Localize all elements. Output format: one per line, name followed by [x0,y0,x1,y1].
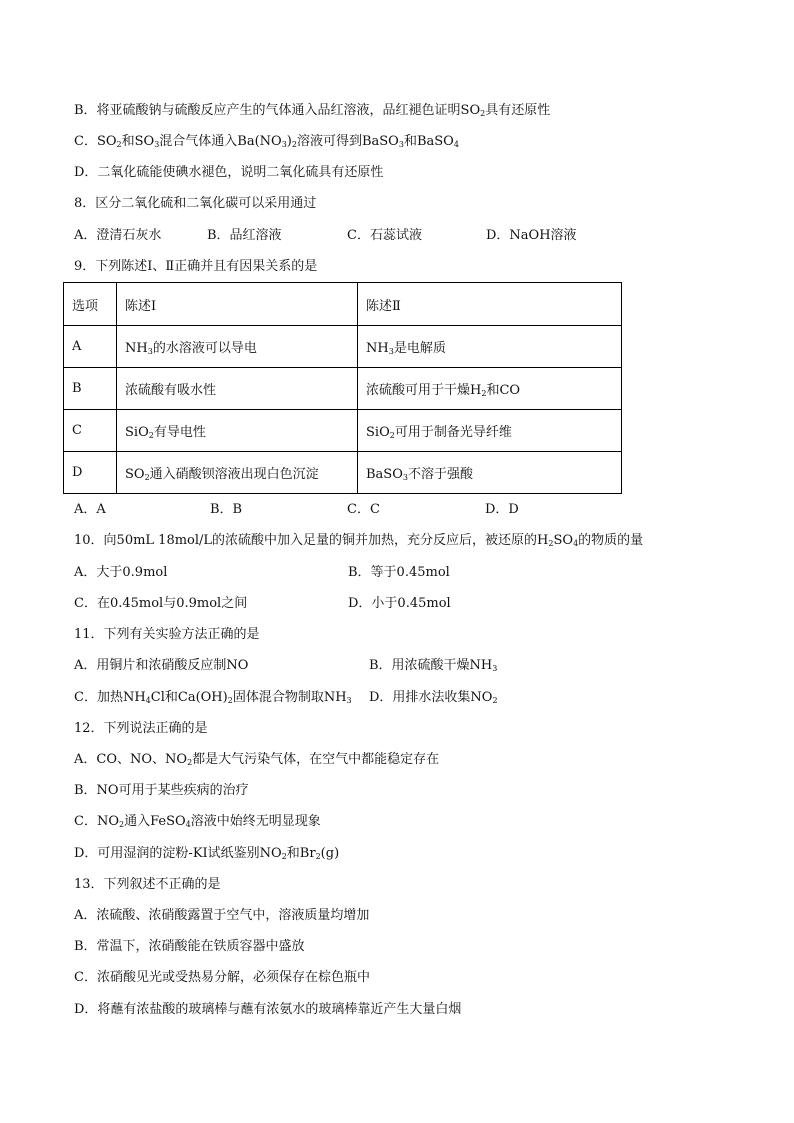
q13-option-a: A．浓硫酸、浓硝酸露置于空气中，溶液质量均增加 [74,908,370,923]
q11-stem: 11．下列有关实验方法正确的是 [74,627,260,642]
row-statement-1: SiO$_2$有导电性 [117,410,358,452]
q8-option-c: C．石蕊试液 [347,228,422,243]
q10-option-b: B．等于0.45mol [348,565,450,580]
q10-option-c: C．在0.45mol与0.9mol之间 [74,596,248,611]
q11-option-c: C．加热$NH_4Cl$和$Ca(OH)_2$固体混合物制取$NH_3$ [74,690,352,705]
q12-stem: 12．下列说法正确的是 [74,721,208,736]
q9-option-a: A．A [74,502,106,517]
q13-option-c: C．浓硝酸见光或受热易分解，必须保存在棕色瓶中 [74,970,370,985]
table-row [64,368,622,410]
row-statement-2: SiO$_2$可用于制备光导纤维 [358,410,622,452]
table-row [64,326,622,368]
row-option: B [64,368,117,410]
q8-option-d: D．NaOH溶液 [486,228,577,243]
q10-option-a: A．大于0.9mol [74,565,168,580]
q13-option-d: D．将蘸有浓盐酸的玻璃棒与蘸有浓氨水的玻璃棒靠近产生大量白烟 [74,1002,462,1017]
q10-stem: 10．向50mL 18mol/L的浓硫酸中加入足量的铜并加热，充分反应后，被还原的$H_2SO_4$的物质的量 [74,533,644,548]
q9-option-b: B．B [210,502,243,517]
q9-option-d: D．D [485,502,519,517]
row-option: D [64,452,117,494]
row-statement-2: $NH_3$是电解质 [358,326,622,368]
q12-option-c: C．$NO_2$通入FeSO$_4$溶液中始终无明显现象 [74,814,321,829]
row-statement-2: 浓硫酸可用于干燥$H_2$和CO [358,368,622,410]
q11-option-d: D．用排水法收集$NO_2$ [369,690,498,705]
q12-option-a: A．CO、NO、$NO_2$都是大气污染气体，在空气中都能稳定存在 [74,752,440,767]
q9-option-c: C．C [347,502,380,517]
row-statement-2: BaSO$_3$不溶于强酸 [358,452,622,494]
row-option: C [64,410,117,452]
q12-option-b: B．NO可用于某些疾病的治疗 [74,783,249,798]
q7-option-d: D．二氧化硫能使碘水褪色，说明二氧化硫具有还原性 [74,165,384,180]
q8-option-b: B．品红溶液 [207,228,282,243]
q7-option-c: C．$SO_2$和$SO_3$混合气体通入$Ba(NO_3)_2$溶液可得到BaSO$_3$和BaSO$_4$ [74,134,459,149]
q11-option-a: A．用铜片和浓硝酸反应制NO [74,658,249,673]
header-option: 选项 [64,283,117,326]
row-statement-1: $SO_2$通入硝酸钡溶液出现白色沉淀 [117,452,358,494]
q11-option-b: B．用浓硫酸干燥$NH_3$ [369,658,498,673]
table-row [64,410,622,452]
table-row [64,452,622,494]
q8-stem: 8．区分二氧化硫和二氧化碳可以采用通过 [74,196,317,211]
q7-option-b: B．将亚硫酸钠与硫酸反应产生的气体通入品红溶液，品红褪色证明$SO_2$具有还原性 [74,103,551,118]
q13-stem: 13．下列叙述不正确的是 [74,877,221,892]
header-statement-2: 陈述Ⅱ [358,283,622,326]
table-header-row [64,283,622,326]
q9-stem: 9．下列陈述Ⅰ、Ⅱ正确并且有因果关系的是 [74,259,318,274]
q13-option-b: B．常温下，浓硝酸能在铁质容器中盛放 [74,939,305,954]
header-statement-1: 陈述Ⅰ [117,283,358,326]
row-statement-1: $NH_3$的水溶液可以导电 [117,326,358,368]
q9-table [63,282,622,494]
q8-option-a: A．澄清石灰水 [74,228,162,243]
row-option: A [64,326,117,368]
row-statement-1: 浓硫酸有吸水性 [117,368,358,410]
q12-option-d: D．可用湿润的淀粉-KI试纸鉴别$NO_2$和$Br_2(g)$ [74,846,340,861]
q10-option-d: D．小于0.45mol [348,596,451,611]
